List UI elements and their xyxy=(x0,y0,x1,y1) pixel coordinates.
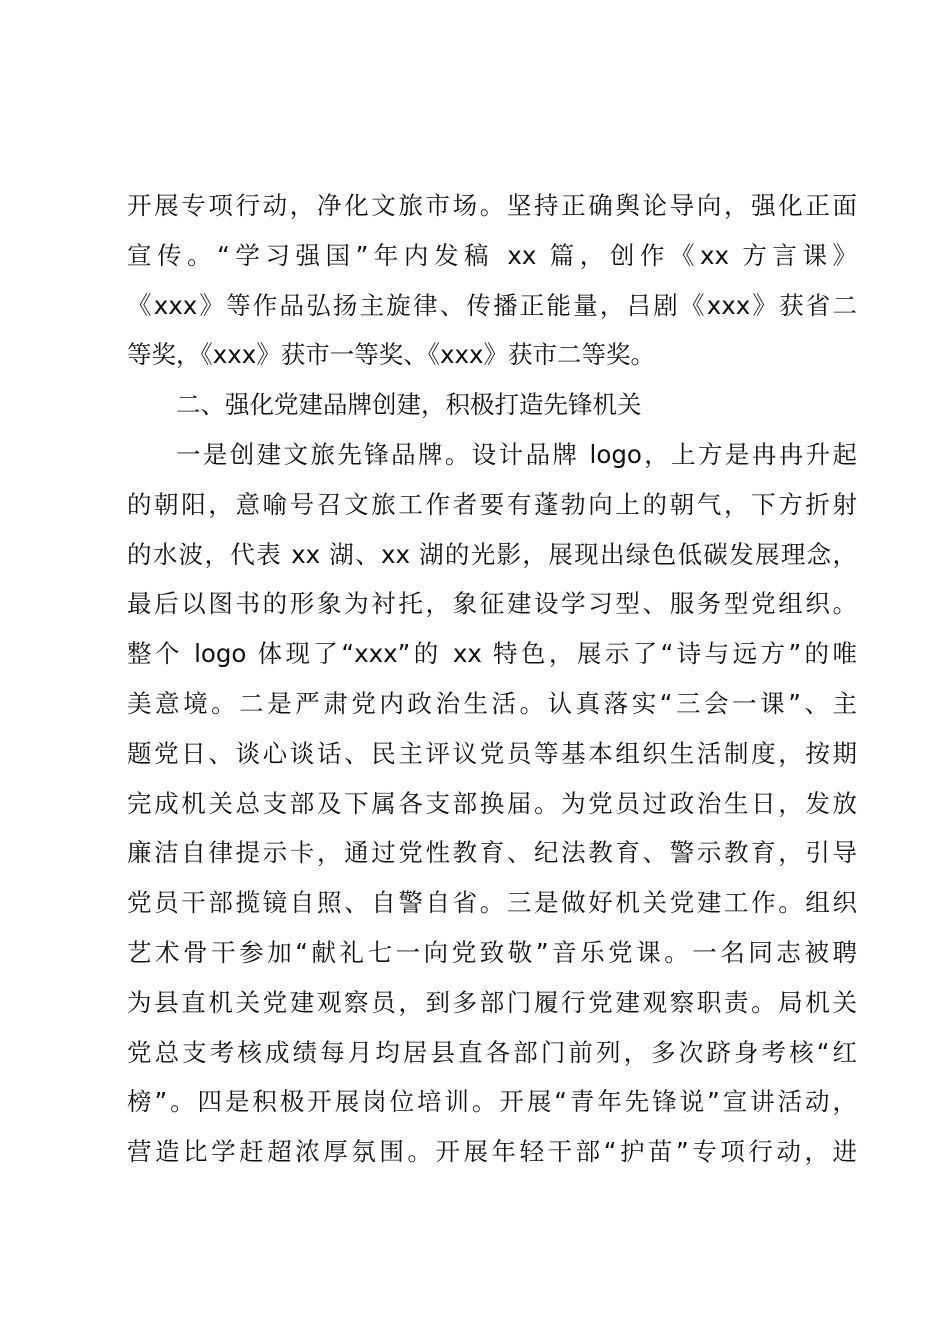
paragraph-line: 题党日、谈心谈话、民主评议党员等基本组织生活制度，按期 xyxy=(127,738,857,768)
paragraph-line: 的水波，代表 xx 湖、xx 湖的光影，展现出绿色低碳发展理念， xyxy=(127,539,857,569)
document-body xyxy=(127,181,857,1177)
paragraph-line: 为县直机关党建观察员，到多部门履行党建观察职责。局机关 xyxy=(127,987,857,1017)
paragraph-line: 完成机关总支部及下属各支部换届。为党员过政治生日，发放 xyxy=(127,788,857,818)
paragraph-line: 的朝阳，意喻号召文旅工作者要有蓬勃向上的朝气，下方折射 xyxy=(127,489,857,519)
paragraph-line: 党员干部揽镜自照、自警自省。三是做好机关党建工作。组织 xyxy=(127,888,857,918)
paragraph-line: 美意境。二是严肃党内政治生活。认真落实“三会一课”、主 xyxy=(127,688,857,718)
paragraph-line: 廉洁自律提示卡，通过党性教育、纪法教育、警示教育，引导 xyxy=(127,838,857,868)
section-heading: 二、强化党建品牌创建，积极打造先锋机关 xyxy=(176,390,642,420)
paragraph-line: 艺术骨干参加“献礼七一向党致敬”音乐党课。一名同志被聘 xyxy=(127,937,857,967)
paragraph-line: 营造比学赶超浓厚氛围。开展年轻干部“护苗”专项行动，进 xyxy=(127,1137,857,1167)
paragraph-line: 开展专项行动，净化文旅市场。坚持正确舆论导向，强化正面 xyxy=(127,191,857,220)
paragraph-line: 等奖，《xxx》获市一等奖、《xxx》获市二等奖。 xyxy=(127,340,655,370)
paragraph-line: 一是创建文旅先锋品牌。设计品牌 logo，上方是冉冉升起 xyxy=(176,439,857,469)
paragraph-line: 整个 logo 体现了“xxx”的 xx 特色，展示了“诗与远方”的唯 xyxy=(127,639,857,669)
paragraph-line: 宣传。“学习强国”年内发稿 xx 篇，创作《xx 方言课》 xyxy=(127,240,857,270)
paragraph-line: 最后以图书的形象为衬托，象征建设学习型、服务型党组织。 xyxy=(127,589,857,619)
paragraph-line: 榜”。四是积极开展岗位培训。开展“青年先锋说”宣讲活动， xyxy=(127,1087,857,1117)
paragraph-line: 党总支考核成绩每月均居县直各部门前列，多次跻身考核“红 xyxy=(127,1037,857,1067)
paragraph-line: 《xxx》等作品弘扬主旋律、传播正能量，吕剧《xxx》获省二 xyxy=(127,290,857,320)
